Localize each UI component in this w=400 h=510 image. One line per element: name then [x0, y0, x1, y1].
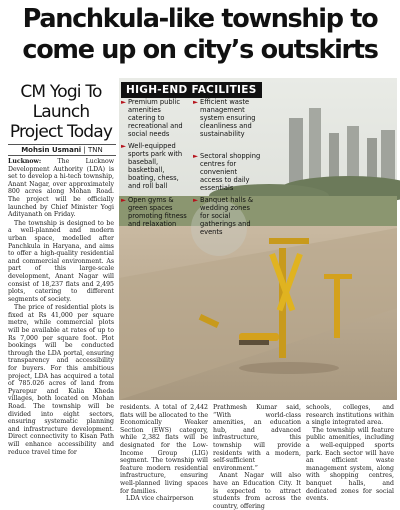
article-paragraph: LDA vice chairperson: [126, 495, 194, 503]
facility-item: ► Sectoral shopping centres for convenient access to daily essentials: [193, 152, 261, 192]
facilities-title: HIGH-END FACILITIES: [121, 82, 262, 98]
article-column-4: [306, 404, 394, 503]
facility-item: ► Premium public amenities catering to recreational and social needs: [121, 98, 183, 138]
facilities-photo-panel: [119, 78, 397, 400]
byline-rule-top: [8, 144, 116, 145]
article-paragraph: residents. A total of 2,442 flats will be allocated to the Economically Weaker Section (EWS) category, while 2,382 flats will be designated for the Low-Income Group (LIG) segment. The township will feature modern residential infrastructure, ensuring well-planned living spaces for families.: [120, 404, 208, 495]
byline-rule-bottom: [8, 155, 116, 156]
arrow-bullet-icon: ►: [193, 196, 198, 204]
facilities-list: [119, 96, 329, 316]
article-column-2: [120, 404, 208, 503]
article-paragraph: Prathmesh Kumar said, “With world-class amenities, an education hub, and advanced infrastructure, this township will provide residents with a modern, self-sufficient environment.”: [213, 404, 301, 472]
article-column-1: [8, 158, 114, 476]
facility-item: ► Open gyms & green spaces promoting fitness and relaxation: [121, 196, 187, 228]
arrow-bullet-icon: ►: [121, 142, 126, 150]
byline-agency: | TNN: [83, 146, 103, 154]
subheadline: [6, 82, 116, 142]
article-paragraph: The price of residential plots is fixed at Rs 41,000 per square metre, while commercial plots will be available at rates of up to Rs 7,000 per square foot. Plot bookings will be conducted through the LDA portal, ensuring transparency and accessibility for buyers. For this ambitious project, LDA has acquired a total of 785.026 acres of land from Pyarepur and Kalia Kheda villages, both located on Mohan Road. The township will be divided into eight sectors, ensuring systematic planning and infrastructure development. Direct connectivity to Kisan Path will enhance accessibility and reduce travel time for: [8, 304, 114, 456]
article-paragraph: The township is designed to be a well-planned and modern urban space, modelled after Panchkula in Haryana, and aims to offer a high-quality residential and commercial environment. As part of this large-scale development, Anant Nagar will consist of 18,237 flats and 2,495 plots, catering to different segments of society.: [8, 219, 114, 303]
byline: [8, 146, 116, 154]
arrow-bullet-icon: ►: [121, 98, 126, 106]
facility-item: ► Efficient waste management system ensuring cleanliness and sustainability: [193, 98, 256, 138]
headline-line-2: come up on city’s outskirts: [22, 35, 378, 65]
article-paragraph: The township will feature public amenities, including a well-equipped sports park. Each sector will have an efficient waste management system, along with shopping centres, banquet halls, and dedicated zones for social events.: [306, 426, 394, 503]
subhead-line-1: CM Yogi To: [20, 82, 102, 102]
arrow-bullet-icon: ►: [121, 196, 126, 204]
facility-item: ► Well-equipped sports park with baseball, basketball, boating, chess, and roll ball: [121, 142, 183, 190]
byline-name: Mohsin Usmani: [21, 146, 82, 154]
headline-line-1: Panchkula-like township to: [22, 4, 378, 34]
article-paragraph: Anant Nagar will also have an Education City. It is expected to attract students from across the country, offering: [213, 472, 301, 510]
article-column-3: [213, 404, 301, 510]
dateline: Lucknow:: [8, 158, 42, 165]
arrow-bullet-icon: ►: [193, 152, 198, 160]
subhead-line-3: Project Today: [9, 122, 113, 142]
article-paragraph: Lucknow: The Lucknow Development Authority (LDA) is set to develop a hi-tech township, Anant Nagar, over approximately 800 acres along Mohan Road. The project will be officially launched by Chief Minister Yogi Adityanath on Friday.: [8, 158, 115, 219]
subhead-line-2: Launch: [32, 102, 90, 122]
article-paragraph: schools, colleges, and research institutions within a single integrated area.: [306, 404, 394, 427]
facility-item: ► Banquet halls & wedding zones for social gatherings and events: [193, 196, 254, 236]
headline: [4, 4, 396, 66]
arrow-bullet-icon: ►: [193, 98, 198, 106]
